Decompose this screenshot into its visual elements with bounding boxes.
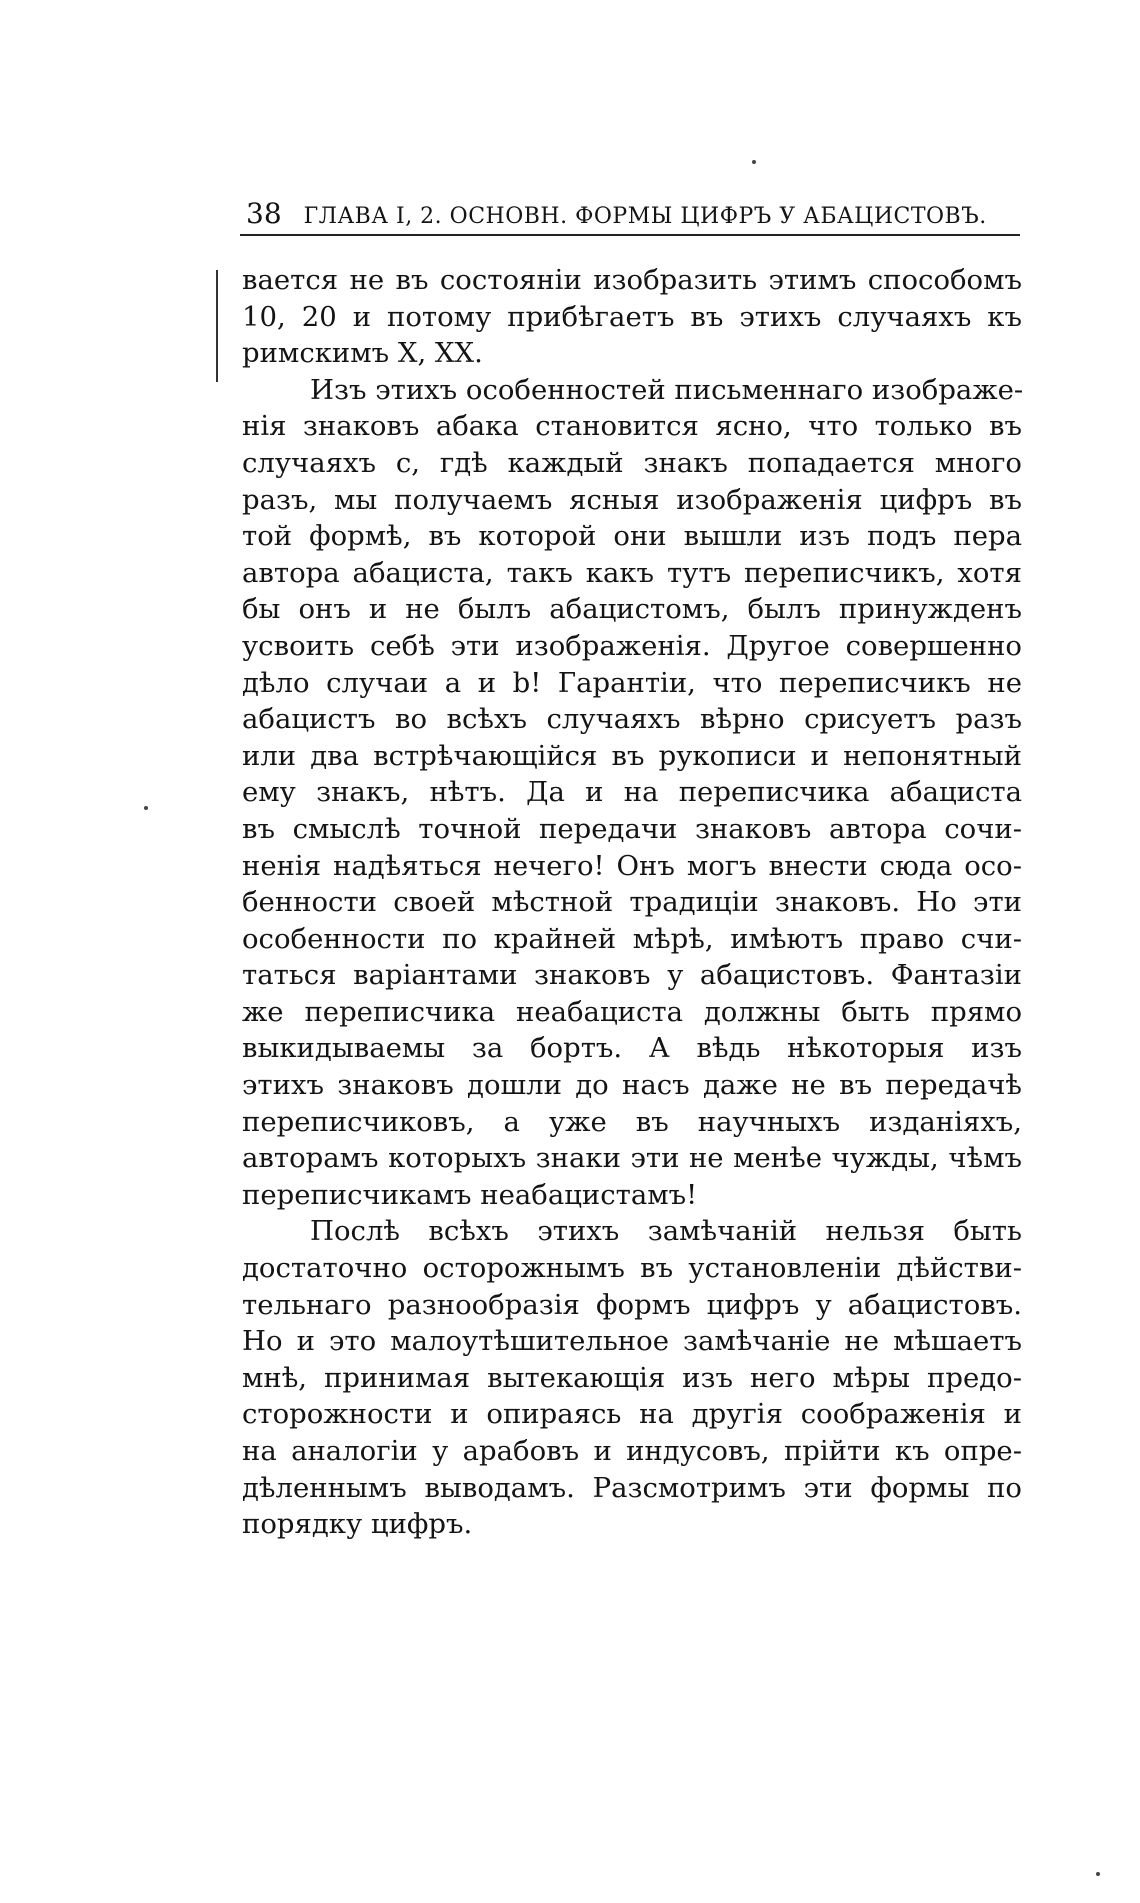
text-line: абацистъ во всѣхъ случаяхъ вѣрно срисуетъ разъ xyxy=(242,703,1022,736)
running-title: ГЛАВА I, 2. ОСНОВН. ФОРМЫ ЦИФРЪ У АБАЦИСТОВЪ. xyxy=(303,204,987,229)
text-line: дѣленнымъ выводамъ. Разсмотримъ эти формы по xyxy=(242,1471,1022,1504)
page-number: 38 xyxy=(246,197,282,230)
text-line: переписчикамъ неабацистамъ! xyxy=(242,1178,698,1211)
text-line: авторамъ которыхъ знаки эти не менѣе чужды, чѣмъ xyxy=(242,1142,1022,1175)
text-line: этихъ знаковъ дошли до насъ даже не въ передачѣ xyxy=(242,1069,1022,1102)
text-line: дѣло случаи a и b! Гарантiи, что переписчикъ не xyxy=(242,666,1022,699)
text-line: мнѣ, принимая вытекающiя изъ него мѣры предо- xyxy=(242,1361,1022,1394)
body-text xyxy=(242,262,1022,1543)
margin-mark xyxy=(216,270,218,382)
speck-mark xyxy=(144,806,148,810)
text-line: ненiя надѣяться нечего! Онъ могъ внести сюда осо- xyxy=(242,849,1022,882)
text-line: вается не въ состоянiи изобразить этимъ способомъ xyxy=(242,264,1022,296)
text-line: или два встрѣчающiйся въ рукописи и непонятный xyxy=(242,739,1022,772)
text-line: случаяхъ c, гдѣ каждый знакъ попадается много xyxy=(242,446,1022,479)
text-line: усвоить себѣ эти изображенiя. Другое совершенно xyxy=(242,629,1022,662)
paragraph-start-line: Послѣ всѣхъ этихъ замѣчанiй нельзя быть xyxy=(310,1215,1022,1248)
text-line: сторожности и опираясь на другiя соображенiя и xyxy=(242,1398,1022,1431)
text-line: ему знакъ, нѣтъ. Да и на переписчика абациста xyxy=(242,776,1022,809)
text-line: таться варiантами знаковъ у абацистовъ. Фантазiи xyxy=(242,959,1022,992)
paragraph-start-line: Изъ этихъ особенностей письменнаго изображе- xyxy=(310,373,1024,406)
text-line: нiя знаковъ абака становится ясно, что только въ xyxy=(242,410,1022,443)
text-line: въ смыслѣ точной передачи знаковъ автора сочи- xyxy=(242,812,1022,845)
page-header xyxy=(246,196,1016,232)
text-line: на аналогiи у арабовъ и индусовъ, прiйти къ опре- xyxy=(242,1435,1022,1467)
text-line: Но и это малоутѣшительное замѣчанiе не мѣшаетъ xyxy=(242,1325,1022,1358)
text-line: достаточно осторожнымъ въ установленiи дѣйстви- xyxy=(242,1252,1022,1285)
speck-mark xyxy=(752,160,756,164)
text-line: выкидываемы за бортъ. А вѣдь нѣкоторыя изъ xyxy=(242,1032,1022,1065)
header-rule xyxy=(240,234,1020,236)
text-line: разъ, мы получаемъ ясныя изображенiя цифръ въ xyxy=(242,483,1022,516)
text-line: особенности по крайней мѣрѣ, имѣютъ право счи- xyxy=(242,922,1022,955)
text-line: той формѣ, въ которой они вышли изъ подъ пера xyxy=(242,520,1022,553)
text-line: 10, 20 и потому прибѣгаетъ въ этихъ случаяхъ къ xyxy=(242,300,1022,333)
text-line: бенности своей мѣстной традицiи знаковъ. Но эти xyxy=(242,886,1022,919)
text-line: бы онъ и не былъ абацистомъ, былъ принужденъ xyxy=(242,593,1022,626)
text-line: же переписчика неабациста должны быть прямо xyxy=(242,995,1022,1028)
speck-mark xyxy=(1096,1872,1100,1876)
text-line: переписчиковъ, а уже въ научныхъ изданiяхъ, xyxy=(242,1105,1022,1138)
text-line: порядку цифръ. xyxy=(242,1508,473,1541)
text-line: тельнаго разнообразiя формъ цифръ у абацистовъ. xyxy=(242,1288,1022,1321)
text-line: автора абациста, такъ какъ тутъ переписчикъ, хотя xyxy=(242,556,1022,589)
text-line: римскимъ X, XX. xyxy=(242,337,483,370)
